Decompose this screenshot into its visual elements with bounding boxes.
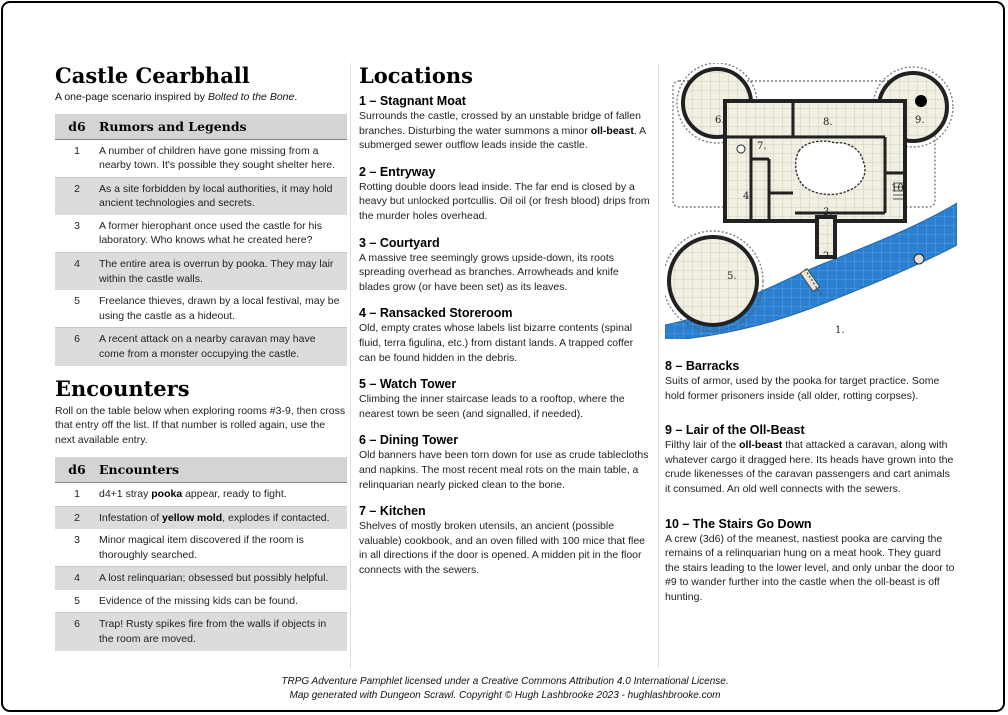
midden-pit-icon [737, 145, 745, 153]
roll-number: 2 [55, 506, 99, 529]
encounters-title-header: Encounters [99, 457, 347, 482]
keyword-oll-beast: oll-beast [590, 124, 634, 137]
courtyard-tree [796, 141, 865, 194]
location-title: 4 – Ransacked Storeroom [359, 306, 513, 321]
map-label-10: 10. [891, 183, 907, 194]
rumors-title-header: Rumors and Legends [99, 114, 347, 139]
location-entry [359, 503, 651, 577]
roll-number: 1 [55, 139, 99, 177]
table-row [55, 139, 347, 177]
column-divider [658, 63, 659, 668]
footer [3, 675, 1005, 703]
encounter-text: Minor magical item discovered if the room is thoroughly searched. [99, 529, 347, 567]
location-entry [665, 358, 957, 403]
table-row [55, 177, 347, 215]
roll-number: 4 [55, 567, 99, 590]
roll-number: 4 [55, 253, 99, 291]
roll-number: 3 [55, 529, 99, 567]
location-entry [359, 93, 651, 153]
map-label-3: 3. [823, 207, 833, 218]
roll-number: 1 [55, 482, 99, 506]
location-title: 9 – Lair of the Oll-Beast [665, 423, 805, 438]
roll-number: 3 [55, 215, 99, 253]
location-entry [665, 516, 957, 605]
encounters-title: Encounters [55, 375, 190, 401]
table-row [55, 590, 347, 613]
location-entry [359, 235, 651, 295]
location-text: Rotting double doors lead inside. The far end is closed by a heavy but unlocked portcullis. Oil oil (or fresh blood) drips from the murder holes overhead. [359, 180, 650, 222]
right-column [665, 358, 957, 605]
location-text: A massive tree seemingly grows upside-down, its roots spreading overhead as branches. Arrowheads and knife blades grow (or have been set) as its leaves. [359, 251, 619, 293]
middle-column [359, 63, 651, 577]
map-label-4: 4. [743, 191, 753, 202]
location-entry [359, 376, 651, 421]
location-text [359, 109, 651, 153]
map-label-6: 6. [715, 115, 725, 126]
location-text: Old banners have been torn down for use as crude tablecloths and napkins. The most recent meal rots on the main table, a relinquarian nearly picked clean to the bone. [359, 449, 649, 491]
well-icon [915, 95, 927, 107]
rumor-text: A number of children have gone missing from a nearby town. It's possible they sought shelter here. [99, 139, 347, 177]
keyword-pooka: pooka [151, 487, 183, 500]
encounter-text: Trap! Rusty spikes fire from the walls if objects in the room are moved. [99, 613, 347, 651]
castle-map [665, 63, 957, 339]
encounters-table [55, 457, 347, 650]
table-row [55, 215, 347, 253]
table-row [55, 253, 347, 291]
location-text: Shelves of mostly broken utensils, an ancient (possible valuable) cookbook, and an oven filled with 100 mice that flee in all directions if the door is opened. A midden pit in the floor connects with the sewers. [359, 520, 646, 576]
encounter-text-pre: d4+1 stray [99, 487, 152, 500]
table-row [55, 529, 347, 567]
encounter-text [99, 506, 347, 529]
roll-number: 5 [55, 290, 99, 328]
location-text-pre: Filthy lair of the [665, 439, 740, 452]
keyword-yellow-mold: yellow mold [162, 511, 223, 524]
location-text: Suits of armor, used by the pooka for target practice. Some hold former prisoners inside (all older, rotting corpses). [665, 375, 940, 402]
encounters-die-header: d6 [55, 457, 99, 482]
encounters-header [55, 457, 347, 482]
page-sheet [1, 1, 1005, 712]
location-title: 10 – The Stairs Go Down [665, 516, 812, 531]
rumor-text: A recent attack on a nearby caravan may have come from a monster occupying the castle. [99, 328, 347, 366]
location-entry [359, 305, 651, 365]
roll-number: 6 [55, 328, 99, 366]
roll-number: 6 [55, 613, 99, 651]
rumor-text: Freelance thieves, drawn by a local festival, may be using the castle as a hideout. [99, 290, 347, 328]
table-row [55, 328, 347, 366]
location-entry [359, 432, 651, 492]
table-row [55, 567, 347, 590]
location-text: A crew (3d6) of the meanest, nastiest pooka are carving the remains of a relinquarian hung on a meat hook. They guard the stairs leading to the lower level, and only unbar the door to #9 to wander further into the castle when the oll-beast is off hunting. [665, 532, 955, 603]
roll-number: 2 [55, 177, 99, 215]
location-text-post: . A submerged sewer outflow leads inside the castle. [359, 124, 646, 152]
location-text [665, 438, 957, 496]
map-label-2: 2. [823, 251, 833, 262]
map-label-7: 7. [757, 141, 767, 152]
map-label-1: 1. [835, 325, 845, 336]
location-title: 6 – Dining Tower [359, 433, 459, 448]
location-text: Old, empty crates whose labels list bizarre contents (spinal fluid, terra figulina, etc.) from distant lands. A trapped coffer can be found hidden in the debris. [359, 322, 634, 364]
location-entry [665, 422, 957, 496]
copyright-line: Map generated with Dungeon Scrawl. Copyright © Hugh Lashbrooke 2023 - hughlashbrooke.com [289, 690, 721, 701]
rumors-die-header: d6 [55, 114, 99, 139]
locations-title: Locations [359, 63, 473, 88]
map-label-8: 8. [823, 117, 833, 128]
table-row [55, 506, 347, 529]
encounter-text-pre: Infestation of [99, 511, 163, 524]
encounters-intro: Roll on the table below when exploring rooms #3-9, then cross that entry off the list. If that number is rolled again, use the next available entry. [55, 404, 346, 446]
location-title: 3 – Courtyard [359, 235, 440, 250]
location-entry [359, 164, 651, 224]
location-title: 5 – Watch Tower [359, 377, 457, 392]
left-column [55, 63, 347, 651]
encounter-text: Evidence of the missing kids can be found. [99, 590, 347, 613]
map-label-5: 5. [727, 271, 737, 282]
subtitle-prefix: A one-page scenario inspired by [55, 91, 206, 103]
subtitle-book: Bolted to the Bone [207, 91, 295, 103]
rumors-table [55, 114, 347, 366]
subtitle [55, 90, 347, 104]
roll-number: 5 [55, 590, 99, 613]
rumors-header [55, 114, 347, 139]
table-row [55, 482, 347, 506]
rumor-text: As a site forbidden by local authorities, it may hold ancient technologies and secrets. [99, 177, 347, 215]
subtitle-suffix: . [294, 91, 298, 103]
encounter-text-post: , explodes if contacted. [222, 511, 330, 524]
location-text: Climbing the inner staircase leads to a rooftop, where the nearest town be seen (and signalled, if needed). [359, 393, 625, 420]
encounter-text [99, 482, 347, 506]
table-row [55, 613, 347, 651]
location-title: 2 – Entryway [359, 164, 436, 179]
column-divider [350, 63, 351, 668]
tower-5 [669, 237, 757, 325]
sewer-grate-icon [914, 254, 924, 264]
license-line: TRPG Adventure Pamphlet licensed under a Creative Commons Attribution 4.0 International License. [281, 676, 729, 687]
encounter-text-post: appear, ready to fight. [182, 487, 287, 500]
page-title: Castle Cearbhall [55, 63, 250, 88]
location-title: 7 – Kitchen [359, 504, 426, 519]
encounter-text: A lost relinquarian; obsessed but possibly helpful. [99, 567, 347, 590]
map-label-9: 9. [915, 115, 925, 126]
rumor-text: A former hierophant once used the castle for his laboratory. Who knows what he created here? [99, 215, 347, 253]
table-row [55, 290, 347, 328]
location-title: 8 – Barracks [665, 359, 740, 373]
location-title: 1 – Stagnant Moat [359, 94, 466, 108]
keyword-oll-beast: oll-beast [739, 439, 783, 452]
location-text-pre: Surrounds the castle, crossed by an unstable bridge of fallen branches. Disturbing the water summons a minor [359, 110, 641, 137]
location-text-post: that attacked a caravan, along with whatever cargo it dragged here. Its heads have grown into the crude likenesses of the caravan passengers and cart animals it consumed. An old well connects with the sewers. [665, 439, 954, 495]
rumor-text: The entire area is overrun by pooka. They may lair within the castle walls. [99, 253, 347, 291]
